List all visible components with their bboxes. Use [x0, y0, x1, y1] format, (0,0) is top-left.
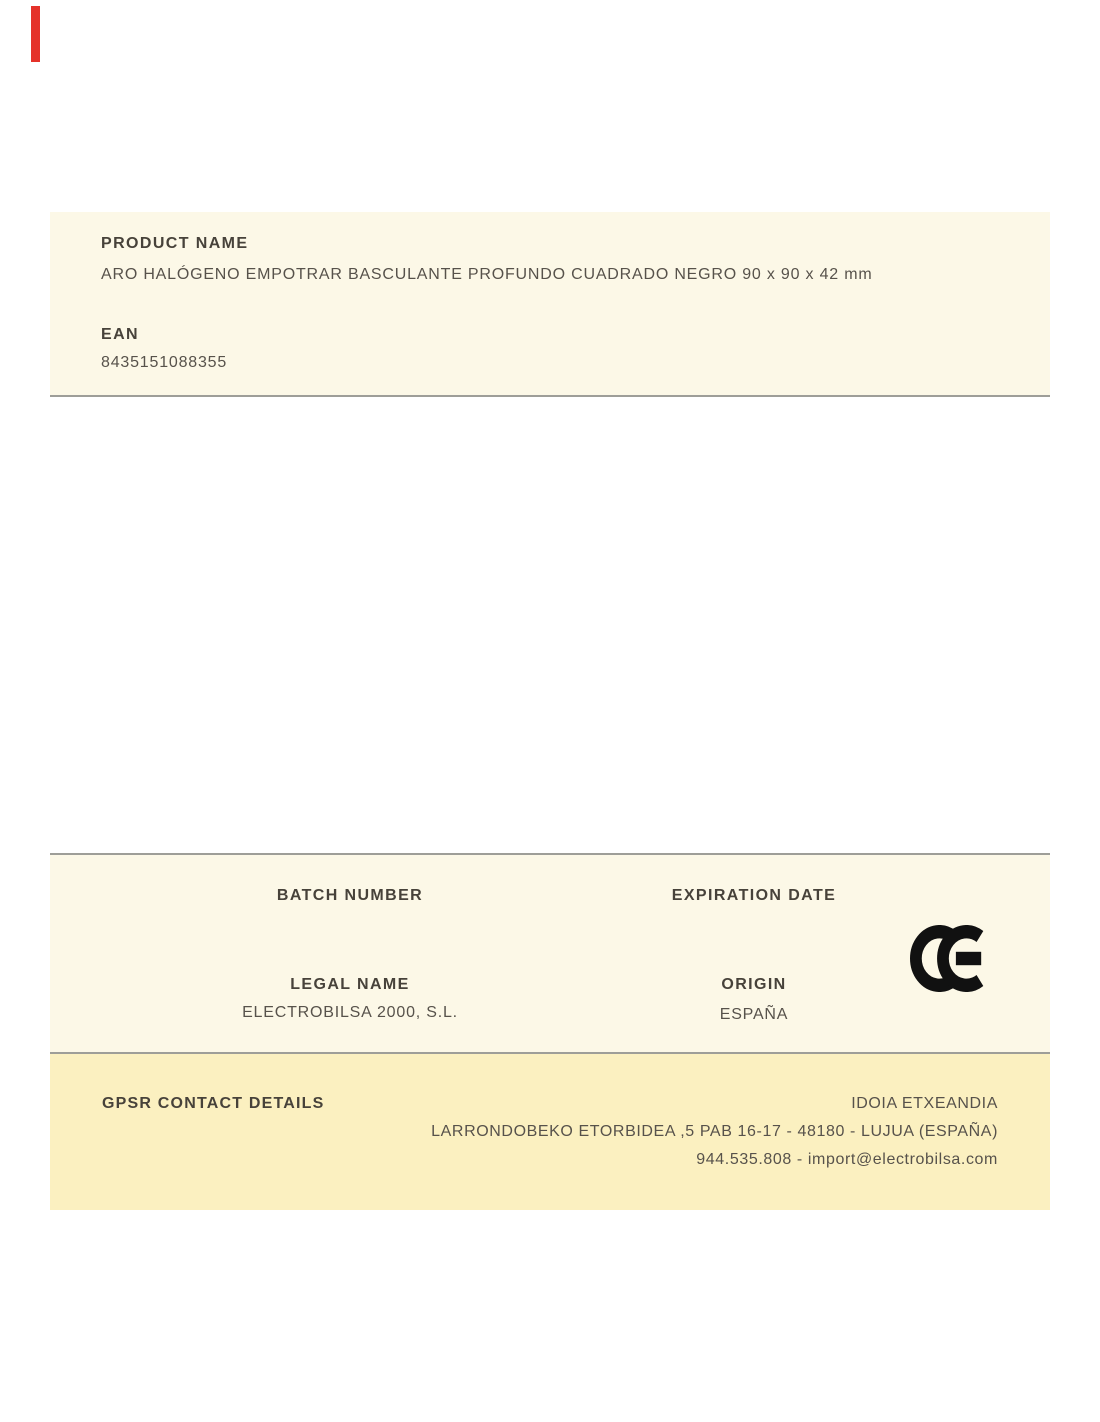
product-info-panel	[50, 212, 1050, 397]
origin-label: ORIGIN	[721, 976, 787, 993]
traceability-panel	[50, 853, 1050, 1054]
red-cursor-mark	[31, 6, 40, 62]
gpsr-contact-phone-email: 944.535.808 - import@electrobilsa.com	[696, 1151, 998, 1168]
gpsr-contact-details-label: GPSR CONTACT DETAILS	[102, 1095, 325, 1112]
product-name-label: PRODUCT NAME	[101, 235, 249, 252]
gpsr-contact-panel	[50, 1054, 1050, 1210]
product-name-value: ARO HALÓGENO EMPOTRAR BASCULANTE PROFUNDO CUADRADO NEGRO 90 x 90 x 42 mm	[101, 266, 873, 283]
ean-value: 8435151088355	[101, 354, 228, 371]
expiration-date-label: EXPIRATION DATE	[671, 887, 837, 904]
gpsr-contact-address: LARRONDOBEKO ETORBIDEA ,5 PAB 16-17 - 48180 - LUJUA (ESPAÑA)	[431, 1123, 998, 1140]
ean-label: EAN	[101, 326, 139, 343]
legal-name-label: LEGAL NAME	[290, 976, 410, 993]
origin-value: ESPAÑA	[719, 1006, 789, 1023]
gpsr-contact-name: IDOIA ETXEANDIA	[851, 1095, 998, 1112]
batch-number-label: BATCH NUMBER	[276, 887, 424, 904]
ce-mark-icon	[910, 925, 990, 992]
legal-name-value: ELECTROBILSA 2000, S.L.	[242, 1004, 458, 1021]
